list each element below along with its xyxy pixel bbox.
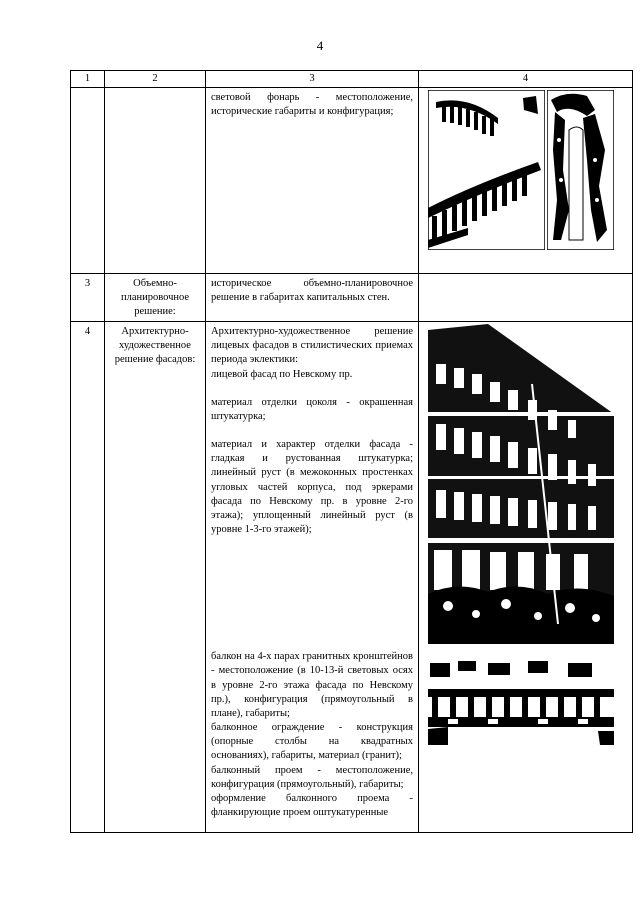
- row-name: Объемно-планировочное решение:: [105, 274, 206, 322]
- table-row: [71, 88, 633, 274]
- row-description: [206, 88, 419, 274]
- header-cell: 3: [206, 71, 419, 88]
- paragraph: световой фонарь - местоположение, исторические габариты и конфигурация;: [211, 92, 413, 118]
- table-header-row: [71, 71, 633, 88]
- paragraph: лицевой фасад по Невскому пр.: [211, 368, 353, 380]
- staircase-balustrade-photo: [428, 90, 545, 250]
- balcony-photo: [428, 659, 614, 745]
- header-cell: 4: [419, 71, 633, 88]
- row-description: [206, 274, 419, 322]
- row-name: [105, 88, 206, 274]
- paragraph: материал и характер отделки фасада - гладкая и рустованная штукатурка; линейный руст (в межоконных простенках угловых частей корпуса, под эркерами фасада по Невскому пр. в уровне 2-го этажа); уплощенный линейный руст (в уровне 1-3-го этажей);: [211, 439, 413, 536]
- row-number: 3: [71, 274, 105, 322]
- image-cell: [419, 322, 633, 833]
- row-description: [206, 322, 419, 833]
- image-cell: [419, 274, 633, 322]
- row-number: [71, 88, 105, 274]
- row-name: Архитектурно-художественное решение фасадов:: [105, 322, 206, 833]
- paragraph: оформление балконного проема - фланкирующие проем оштукатуренные: [211, 792, 413, 819]
- document-table: [70, 70, 633, 833]
- table-row: [71, 274, 633, 322]
- paragraph: балкон на 4-х парах гранитных кронштейнов - местоположение (в 10-13-й световых осях в уровне 2-го этажа фасада по Невскому пр.), конфигурация (прямоугольный в плане), габариты;: [211, 651, 413, 719]
- paragraph: балконный проем - местоположение, конфигурация (прямоугольный), габариты;: [211, 764, 413, 790]
- building-facade-photo: [428, 324, 614, 644]
- paragraph: материал отделки цоколя - окрашенная штукатурка;: [211, 396, 413, 422]
- table-row: [71, 322, 633, 833]
- row-number: 4: [71, 322, 105, 833]
- header-cell: 2: [105, 71, 206, 88]
- paragraph: балконное ограждение - конструкция (опорные столбы на квадратных основаниях), габариты, материал (гранит);: [211, 722, 413, 762]
- paragraph: Архитектурно-художественное решение лицевых фасадов в стилистических приемах периода эклектики:: [211, 326, 413, 366]
- image-cell: [419, 88, 633, 274]
- paragraph: историческое объемно-планировочное решение в габаритах капитальных стен.: [211, 278, 413, 304]
- page-number: 4: [316, 38, 324, 53]
- stair-railing-photo: [547, 90, 614, 250]
- header-cell: 1: [71, 71, 105, 88]
